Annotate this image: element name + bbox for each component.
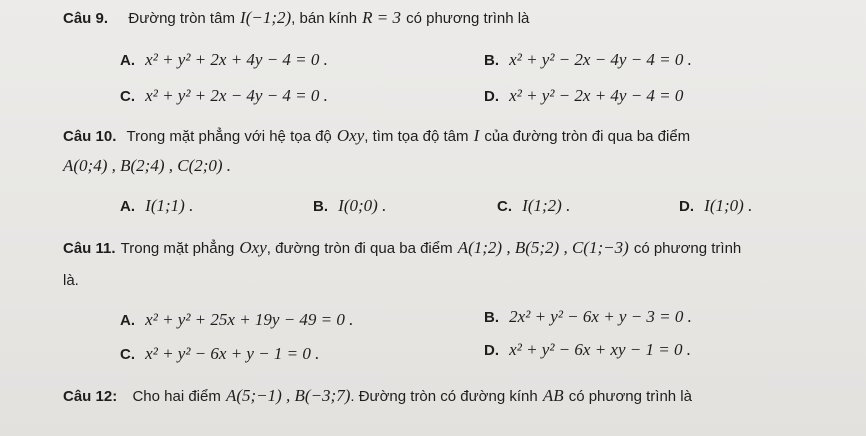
question-11-points: A(1;2) , B(5;2) , C(1;−3) <box>457 238 629 257</box>
question-9-option-d <box>484 86 683 106</box>
question-10-option-a <box>120 196 193 216</box>
question-11-stem <box>63 238 741 258</box>
question-10-points <box>63 156 231 176</box>
question-11-option-a <box>120 310 353 330</box>
question-11-oxy: Oxy <box>239 238 267 257</box>
option-value: I(0;0) . <box>338 196 387 215</box>
option-value: x² + y² + 2x − 4y − 4 = 0 . <box>145 86 328 105</box>
option-value: I(1;0) . <box>704 196 753 215</box>
question-12-label: Câu 12: <box>63 388 118 405</box>
question-10-option-b <box>313 196 386 216</box>
question-10-label: Câu 10. <box>63 128 117 145</box>
question-9-option-c <box>120 86 328 106</box>
question-9-radius: R = 3 <box>362 8 402 27</box>
question-11-label: Câu 11. <box>63 240 116 257</box>
question-9-option-b <box>484 50 692 70</box>
option-value: x² + y² − 2x − 4y − 4 = 0 . <box>509 50 692 69</box>
option-value: 2x² + y² − 6x + y − 3 = 0 . <box>509 307 692 326</box>
question-11-option-d <box>484 340 691 360</box>
question-10-text-c: của đường tròn đi qua ba điểm <box>484 128 691 145</box>
option-label: D. <box>484 88 499 105</box>
question-9-center: I(−1;2) <box>240 8 292 27</box>
option-label: C. <box>497 198 512 215</box>
option-label: C. <box>120 88 135 105</box>
option-label: D. <box>484 342 499 359</box>
question-9-text-c: có phương trình là <box>406 10 530 27</box>
option-label: B. <box>484 52 499 69</box>
option-label: C. <box>120 346 135 363</box>
question-11-text-b: , đường tròn đi qua ba điểm <box>266 240 453 257</box>
option-value: x² + y² − 2x + 4y − 4 = 0 <box>509 86 684 105</box>
option-label: A. <box>120 312 135 329</box>
option-value: x² + y² + 2x + 4y − 4 = 0 . <box>145 50 328 69</box>
question-11-text-c: có phương trình <box>633 240 742 257</box>
question-11-text-a: Trong mặt phẳng <box>120 240 235 257</box>
question-9-label: Câu 9. <box>63 10 109 27</box>
question-11-stem-end <box>63 270 79 289</box>
question-10-option-d <box>679 196 752 216</box>
question-11-option-b <box>484 307 692 327</box>
question-12-points: A(5;−1) , B(−3;7) <box>225 386 351 405</box>
option-value: I(1;2) . <box>522 196 571 215</box>
question-10-center: I <box>473 126 480 145</box>
question-10-text-b: , tìm tọa độ tâm <box>364 128 469 145</box>
question-10-option-c <box>497 196 570 216</box>
option-value: I(1;1) . <box>145 196 194 215</box>
question-9-text-a: Đường tròn tâm <box>128 10 235 27</box>
option-value: x² + y² − 6x + xy − 1 = 0 . <box>509 340 691 359</box>
question-12-ab: AB <box>542 386 564 405</box>
option-label: A. <box>120 198 135 215</box>
question-10-oxy: Oxy <box>336 126 365 145</box>
question-12-text-c: có phương trình là <box>568 388 692 405</box>
question-10-points-value: A(0;4) , B(2;4) , C(2;0) . <box>63 156 232 175</box>
option-label: B. <box>313 198 328 215</box>
question-12-text-b: . Đường tròn có đường kính <box>350 388 538 405</box>
option-value: x² + y² − 6x + y − 1 = 0 . <box>145 344 320 363</box>
question-9-text-b: , bán kính <box>291 10 358 27</box>
question-9-option-a <box>120 50 328 70</box>
option-label: A. <box>120 52 135 69</box>
question-11-text-d: là. <box>63 272 79 289</box>
question-12-stem <box>63 386 692 406</box>
question-9-stem <box>63 8 529 28</box>
option-label: B. <box>484 309 499 326</box>
question-11-option-c <box>120 344 319 364</box>
question-10-text-a: Trong mặt phẳng với hệ tọa độ <box>126 128 332 145</box>
option-label: D. <box>679 198 694 215</box>
question-10-stem <box>63 126 690 146</box>
question-12-text-a: Cho hai điểm <box>132 388 221 405</box>
option-value: x² + y² + 25x + 19y − 49 = 0 . <box>145 310 354 329</box>
